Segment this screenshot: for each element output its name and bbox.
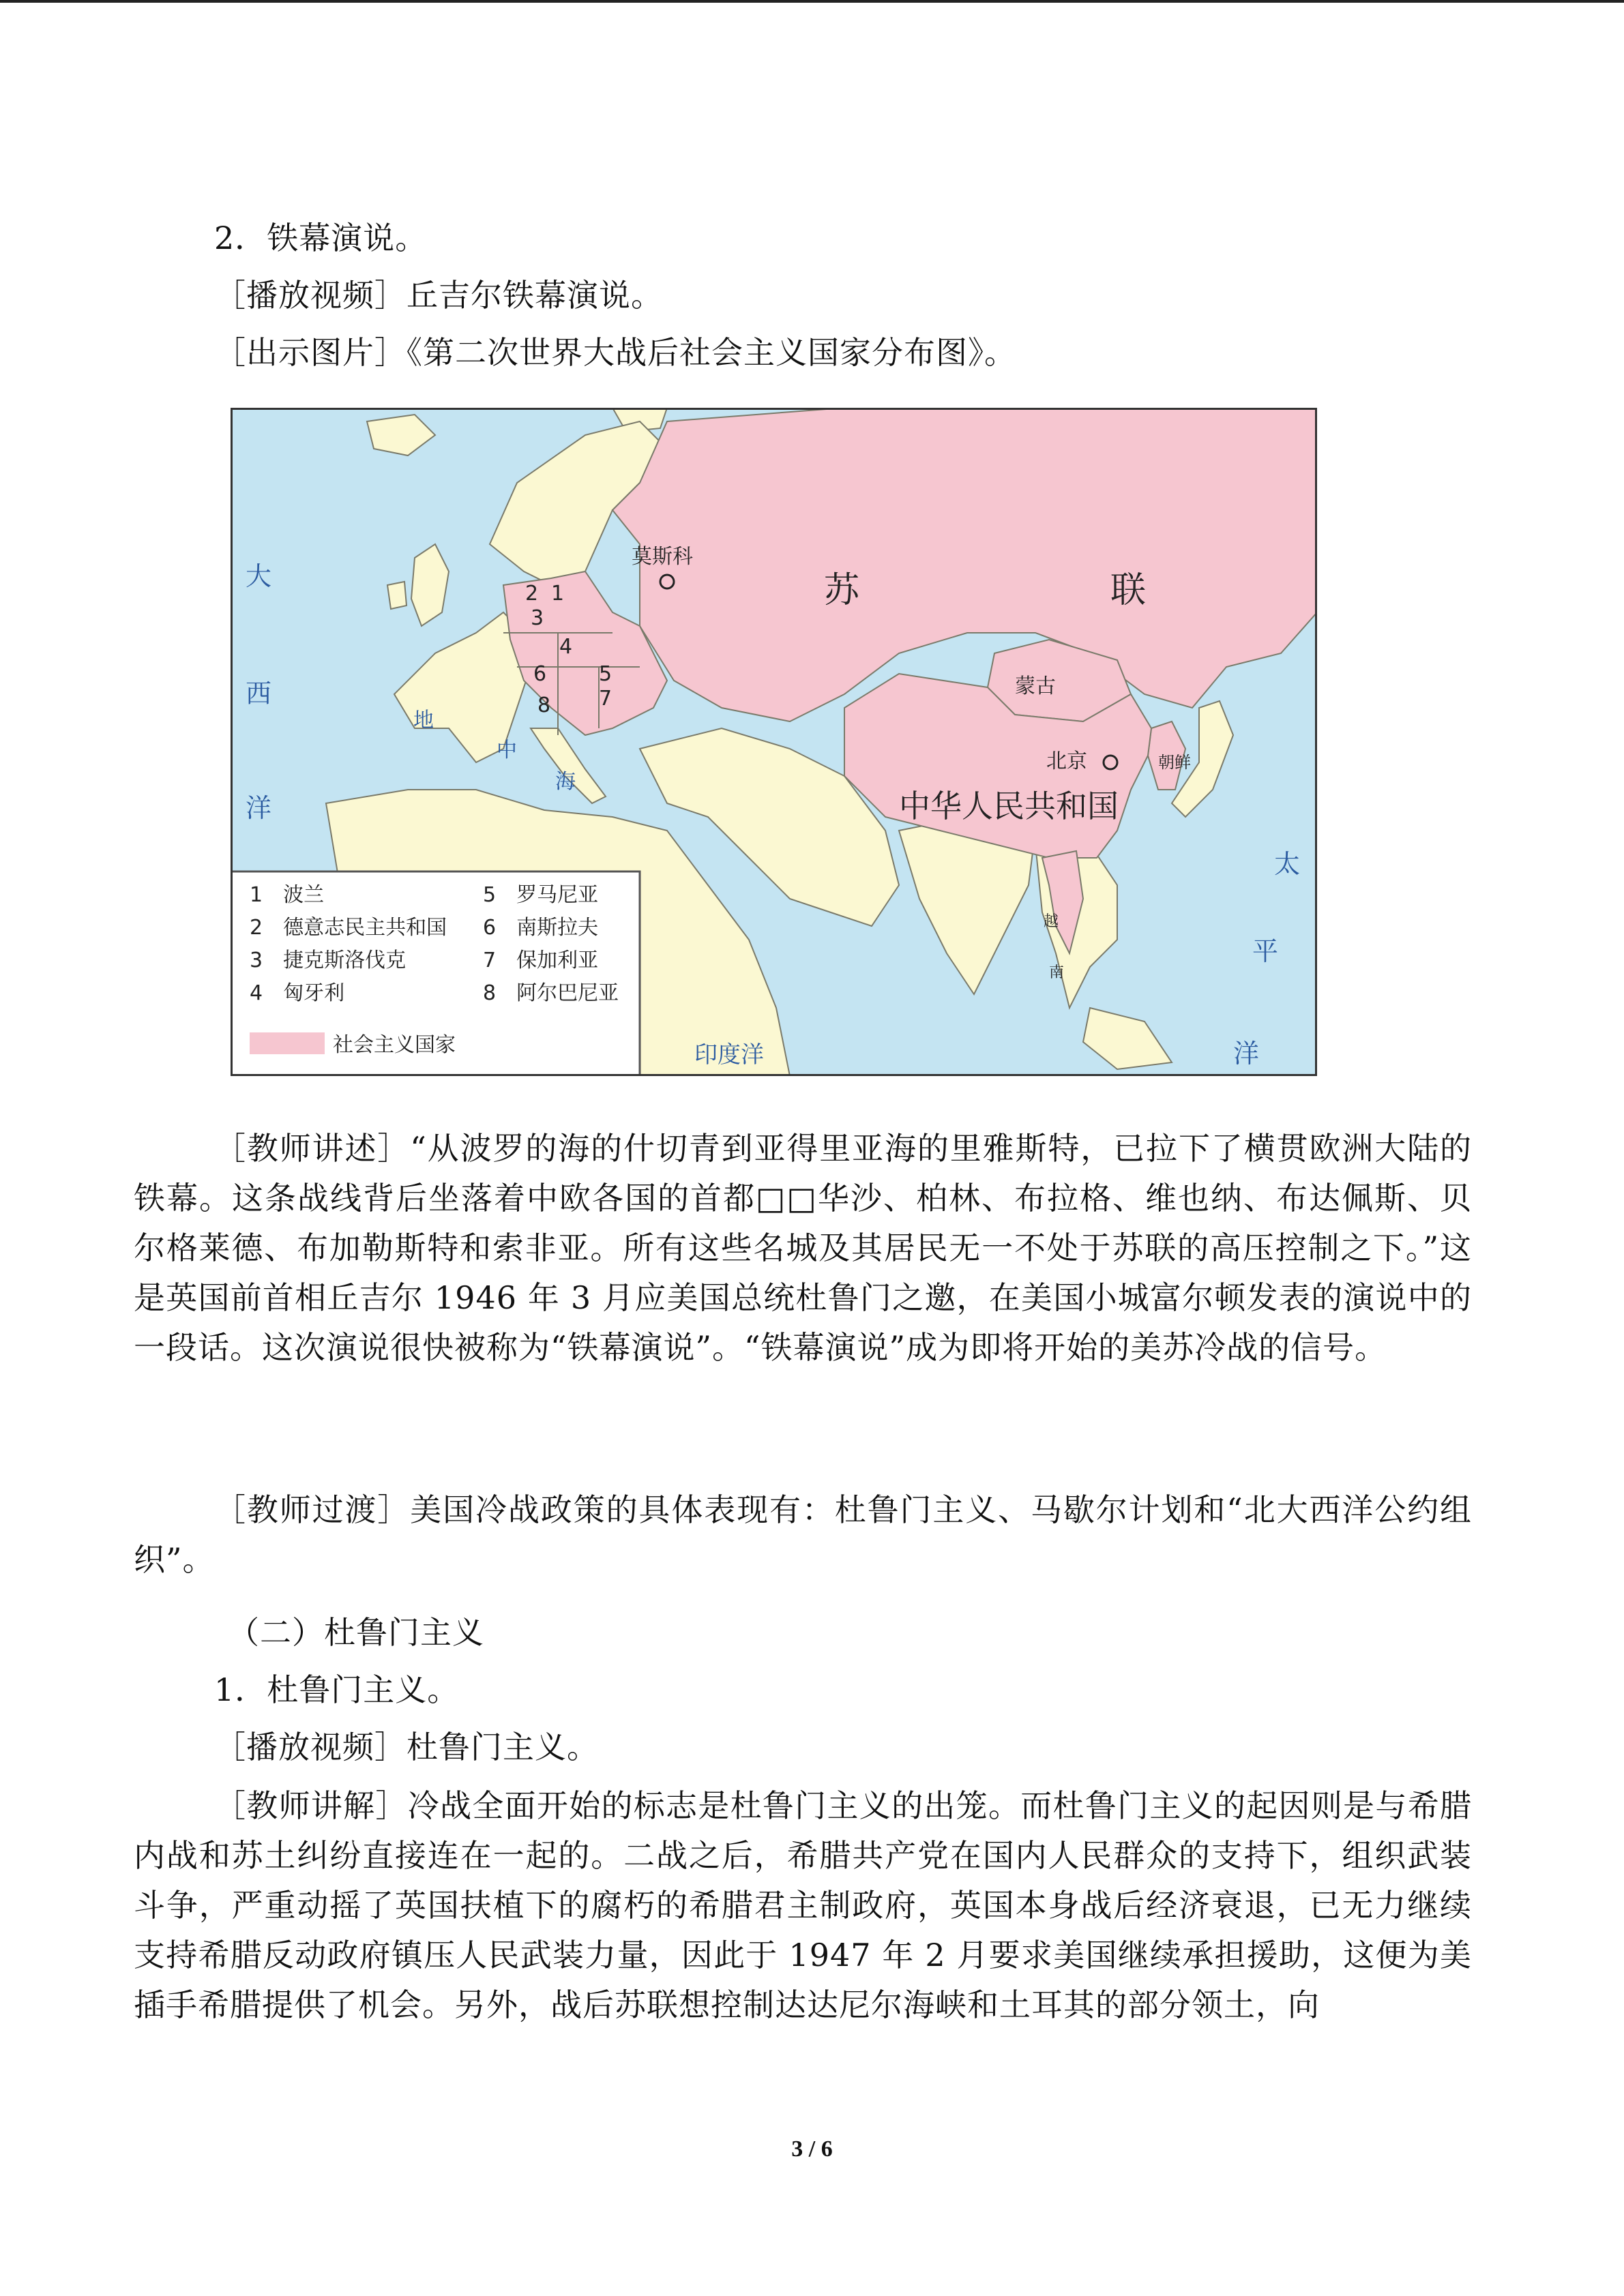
country-number-1: 1 [551,582,565,606]
ussr-label-lian: 联 [1110,570,1147,611]
country-number-6: 6 [533,662,547,686]
vietnam-label-1: 越 [1044,913,1059,930]
image-note-map: ［出示图片］《第二次世界大战后社会主义国家分布图》。 [214,334,1016,371]
country-number-4: 4 [559,635,573,659]
country-number-7: 7 [599,687,612,711]
moscow-label: 莫斯科 [632,545,693,569]
heading-iron-curtain: 2．铁幕演说。 [214,220,428,256]
heading-truman-doctrine: 1．杜鲁门主义。 [214,1671,460,1708]
vietnam-label-2: 南 [1049,964,1065,981]
country-number-3: 3 [531,606,544,630]
legend-item-7: 7 保加利亚 [483,949,599,972]
atlantic-label-1: 大 [246,561,272,591]
legend-item-5: 5 罗马尼亚 [483,883,599,907]
pacific-label-1: 太 [1274,849,1301,879]
pacific-label-2: 平 [1252,936,1279,966]
paragraph-teacher-narration: ［教师讲述］“从波罗的海的什切青到亚得里亚海的里雅斯特，已拉下了横贯欧洲大陆的铁幕。这条战线背后坐落着中欧各国的首都□□华沙、柏林、布拉格、维也纳、布达佩斯、贝尔格莱德、布加勒斯特和索非亚。所有这些名城及其居民无一不处于苏联的高压控制之下。”这是英国前首相丘吉尔 1946 年 3 月应美国总统杜鲁门之邀，在美国小城富尔顿发表的演说中的一段话。这次演说很快被称为“铁幕演说”。“铁幕演说”成为即将开始的美苏冷战的信号。 [134,1130,1472,1366]
china-label: 中华人民共和国 [899,788,1119,824]
atlantic-label-2: 西 [246,679,272,709]
legend-item-8: 8 阿尔巴尼亚 [483,981,619,1005]
ussr-label-su: 苏 [824,570,860,611]
ireland-land [387,582,407,609]
map-legend [231,871,640,1076]
video-note-churchill: ［播放视频］丘吉尔铁幕演说。 [214,277,663,314]
beijing-label: 北京 [1046,749,1087,773]
legend-item-1: 1 波兰 [250,883,325,907]
mediterranean-label-1: 地 [413,709,434,732]
legend-item-2: 2 德意志民主共和国 [250,916,447,940]
indian-ocean-label: 印度洋 [694,1041,764,1069]
country-number-5: 5 [599,662,612,686]
legend-key-label: 社会主义国家 [333,1033,456,1057]
mongolia-label: 蒙古 [1015,674,1056,698]
mediterranean-label-3: 海 [555,770,576,794]
legend-swatch-socialist [250,1032,325,1054]
atlantic-label-3: 洋 [246,793,272,823]
korea-label: 朝鲜 [1158,753,1191,772]
legend-item-4: 4 匈牙利 [250,981,345,1005]
page-number: 3 / 6 [791,2136,833,2162]
socialist-countries-map [231,408,1317,1076]
video-note-truman: ［播放视频］杜鲁门主义。 [214,1729,599,1765]
legend-item-3: 3 捷克斯洛伐克 [250,949,407,972]
legend-item-6: 6 南斯拉夫 [483,916,599,940]
paragraph-teacher-transition: ［教师过渡］美国冷战政策的具体表现有：杜鲁门主义、马歇尔计划和“北大西洋公约组织”。 [134,1491,1472,1578]
country-number-8: 8 [537,694,551,717]
mediterranean-label-2: 中 [497,739,517,762]
country-number-2: 2 [525,582,539,606]
paragraph-teacher-explanation: ［教师讲解］冷战全面开始的标志是杜鲁门主义的出笼。而杜鲁门主义的起因则是与希腊内战和苏土纠纷直接连在一起的。二战之后，希腊共产党在国内人民群众的支持下，组织武装斗争，严重动摇了英国扶植下的腐朽的希腊君主制政府，英国本身战后经济衰退，已无力继续支持希腊反动政府镇压人民武装力量，因此于 1947 年 2 月要求美国继续承担援助，这便为美插手希腊提供了机会。另外，战后苏联想控制达达尼尔海峡和土耳其的部分领土，向 [134,1787,1472,2023]
pacific-label-3: 洋 [1233,1039,1260,1069]
section-truman-doctrine: （二）杜鲁门主义 [228,1614,484,1651]
page-top-border [0,0,1624,3]
